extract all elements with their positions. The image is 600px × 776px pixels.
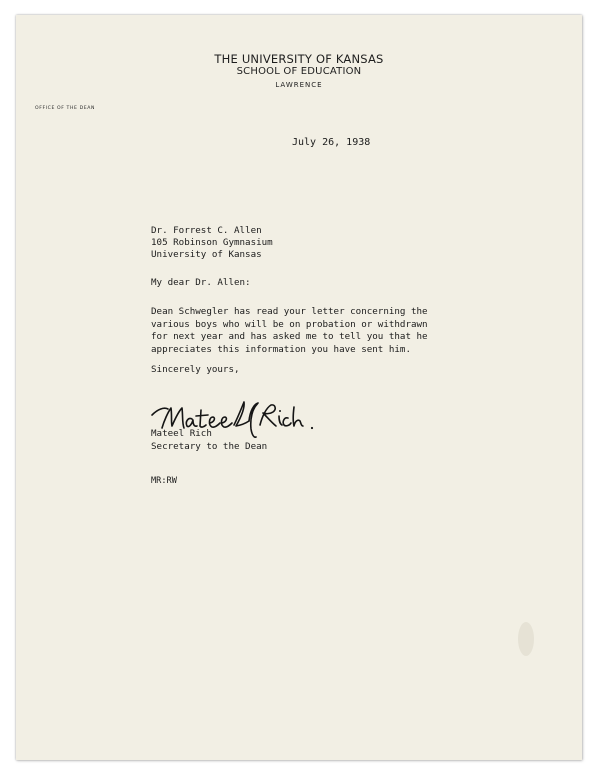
- recipient-address: [151, 225, 273, 261]
- salutation: My dear Dr. Allen:: [151, 277, 251, 288]
- office-label: OFFICE OF THE DEAN: [35, 106, 95, 111]
- letter-page: [16, 15, 582, 760]
- signature-block: [151, 428, 267, 453]
- signer-name: Mateel Rich: [151, 428, 212, 439]
- letterhead-city: LAWRENCE: [275, 81, 323, 89]
- letter-date: July 26, 1938: [292, 137, 371, 148]
- letterhead-title: THE UNIVERSITY OF KANSAS: [214, 52, 384, 66]
- recipient-line: 105 Robinson Gymnasium: [151, 237, 273, 248]
- letterhead-subtitle: SCHOOL OF EDUCATION: [236, 66, 362, 77]
- reference-initials: MR:RW: [151, 476, 177, 486]
- signer-title: Secretary to the Dean: [151, 440, 268, 452]
- body-line: for next year and has asked me to tell you that he: [151, 331, 428, 343]
- closing: Sincerely yours,: [151, 364, 240, 375]
- letter-body: [151, 306, 428, 356]
- body-line: various boys who will be on probation or withdrawn: [151, 318, 428, 330]
- recipient-line: Dr. Forrest C. Allen: [151, 225, 262, 236]
- paper-stain: [518, 622, 534, 656]
- recipient-line: University of Kansas: [151, 249, 262, 260]
- body-line: Dean Schwegler has read your letter concerning the: [151, 306, 428, 317]
- body-line: appreciates this information you have sent him.: [151, 343, 411, 355]
